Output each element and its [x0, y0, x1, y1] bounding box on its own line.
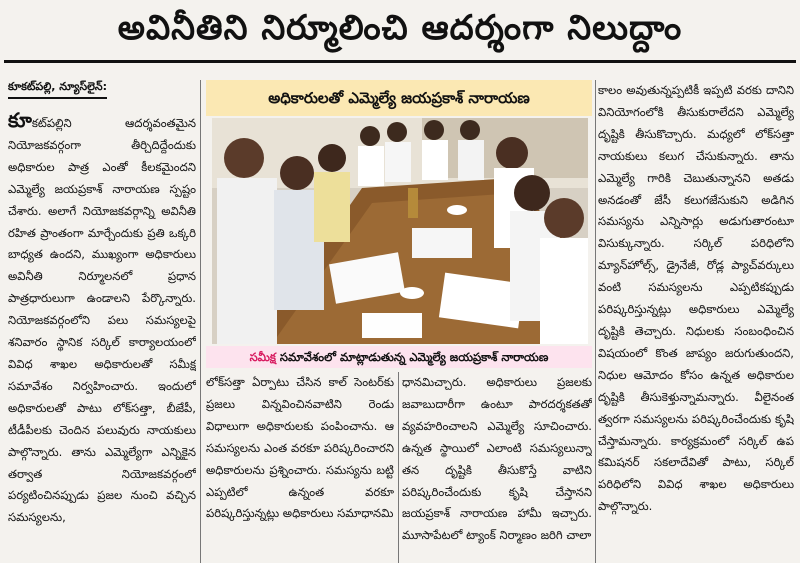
- photo-box: [206, 80, 592, 370]
- dateline: కూకట్‌పల్లి, న్యూస్‌లైన్:: [8, 80, 107, 99]
- column-divider: [595, 80, 596, 563]
- caption-text: సమావేశంలో మాట్లాడుతున్న ఎమ్మెల్యే జయప్రకాశ్ నారాయణ: [275, 350, 549, 364]
- meeting-photo: [212, 118, 588, 344]
- photo-title: అధికారులతో ఎమ్మెల్యే జయప్రకాశ్ నారాయణ: [206, 80, 592, 116]
- column-divider: [398, 372, 399, 563]
- drop-cap: కూ: [8, 110, 32, 132]
- headline-rule: [4, 60, 796, 63]
- article-column-4: [598, 80, 794, 563]
- photo-caption: [206, 346, 592, 368]
- column-2-text: లోక్‌సత్తా ఏర్పాటు చేసిన కాల్ సెంటర్‌కు ప్రజలు విన్నవించినవాటిని రెండు విధాలుగా అధికారులకు పంపించాను. ఆ సమస్యలను ఎంత వరకూ పరిష్కరించారని అధికారులను ప్రశ్నించారు. సమస్యను బట్టి ఎప్పటిలో ఉన్నంత వరకూ పరిష్కరిస్తున్నట్లు అధికారులు సమాధానమి: [206, 375, 394, 521]
- column-3-text: ధానమిచ్చారు. అధికారులు ప్రజలకు జవాబుదారీగా ఉంటూ పారదర్శకతతో వ్యవహరించాలని ఎమ్మెల్యే సూచించారు. ఉన్నత స్థాయిలో ఎలాంటి సమస్యలున్నా తన దృష్టికి తీసుకొస్తే వాటిని పరిష్కరించేందుకు కృషి చేస్తానని జయప్రకాశ్ నారాయణ హామీ ఇచ్చారు. మూసాపేటలో ట్యాంక్ నిర్మాణం జరిగి చాలా: [402, 375, 592, 543]
- meeting-photo-illustration: [212, 118, 588, 344]
- column-4-text: కాలం అవుతున్నప్పటికీ ఇప్పటి వరకు దానిని వినియోగంలోకి తీసుకురాలేదని ఎమ్మెల్యే దృష్టికి తీసుకొచ్చారు. మధ్యలో లోక్‌సత్తా నాయకులు కలుగ చేసుకున్నారు. తాను ఎమ్మెల్యే గారికి చెబుతున్నానని అతడు అనడంతో జేసీ కలుగజేసుకుని అడిగిన సమస్యను ఎన్నిసార్లు అడుగుతారంటూ విసుక్కున్నారు. సర్కిల్ పరిధిలోని మ్యాన్‌హోల్స్, డ్రైనేజీ, రోడ్ల ప్యాచ్‌వర్కులు వంటి సమస్యలను ఎప్పటికప్పుడు పరిష్కరిస్తున్నట్లు అధికారులు ఎమ్మెల్యే దృష్టికి తెచ్చారు. నిధులకు సంబంధించిన విషయంలో కొంత జాప్యం జరుగుతుందని, నిధుల ఆమోదం కోసం ఉన్నత అధికారుల దృష్టికి తీసుకెళ్తున్నామన్నారు. వీలైనంత త్వరగా సమస్యలను పరిష్కరించేందుకు కృషి చేస్తామన్నారు. కార్యక్రమంలో సర్కిల్ ఉప కమిషనర్ సకలాదేవితో పాటు, సర్కిల్ పరిధిలోని వివిధ శాఖల అధికారులు పాల్గొన్నారు.: [598, 83, 794, 514]
- column-divider: [200, 80, 201, 563]
- column-1-text: కట్‌పల్లిని ఆదర్శవంతమైన నియోజకవర్గంగా తీర్చిదిద్దేందుకు అధికారుల పాత్ర ఎంతో కీలకమైందని ఎమ్మెల్యే జయప్రకాశ్ నారాయణ స్పష్టం చేశారు. అలాగే నియోజకవర్గాన్ని అవినీతి రహిత ప్రాంతంగా మార్చేందుకు ప్రతి ఒక్కరి బాధ్యత ఉందని, ముఖ్యంగా అధికారులు అవినీతి నిర్మూలనలో ప్రధాన పాత్రధారులుగా ఉండాలని పేర్కొన్నారు. నియోజకవర్గంలోని పలు సమస్యలపై శనివారం స్థానిక సర్కిల్ కార్యాలయంలో వివిధ శాఖల అధికారులతో సమీక్ష సమావేశం నిర్వహించారు. ఇందులో అధికారులతో పాటు లోక్‌సత్తా, బీజేపీ, టీడీపీలకు చెందిన పలువురు నాయకులు పాల్గొన్నారు. తాను ఎమ్మెల్యేగా ఎన్నికైన తర్వాత నియోజకవర్గంలో పర్యటించినప్పుడు ప్రజల నుంచి వచ్చిన సమస్యలను,: [8, 116, 196, 525]
- caption-highlight: సమీక్ష: [249, 350, 276, 364]
- headline: అవినీతిని నిర్మూలించి ఆదర్శంగా నిలుద్దాం: [117, 8, 683, 48]
- article-column-1: [8, 110, 196, 563]
- article-column-2: [206, 372, 394, 562]
- article-column-3: [402, 372, 592, 562]
